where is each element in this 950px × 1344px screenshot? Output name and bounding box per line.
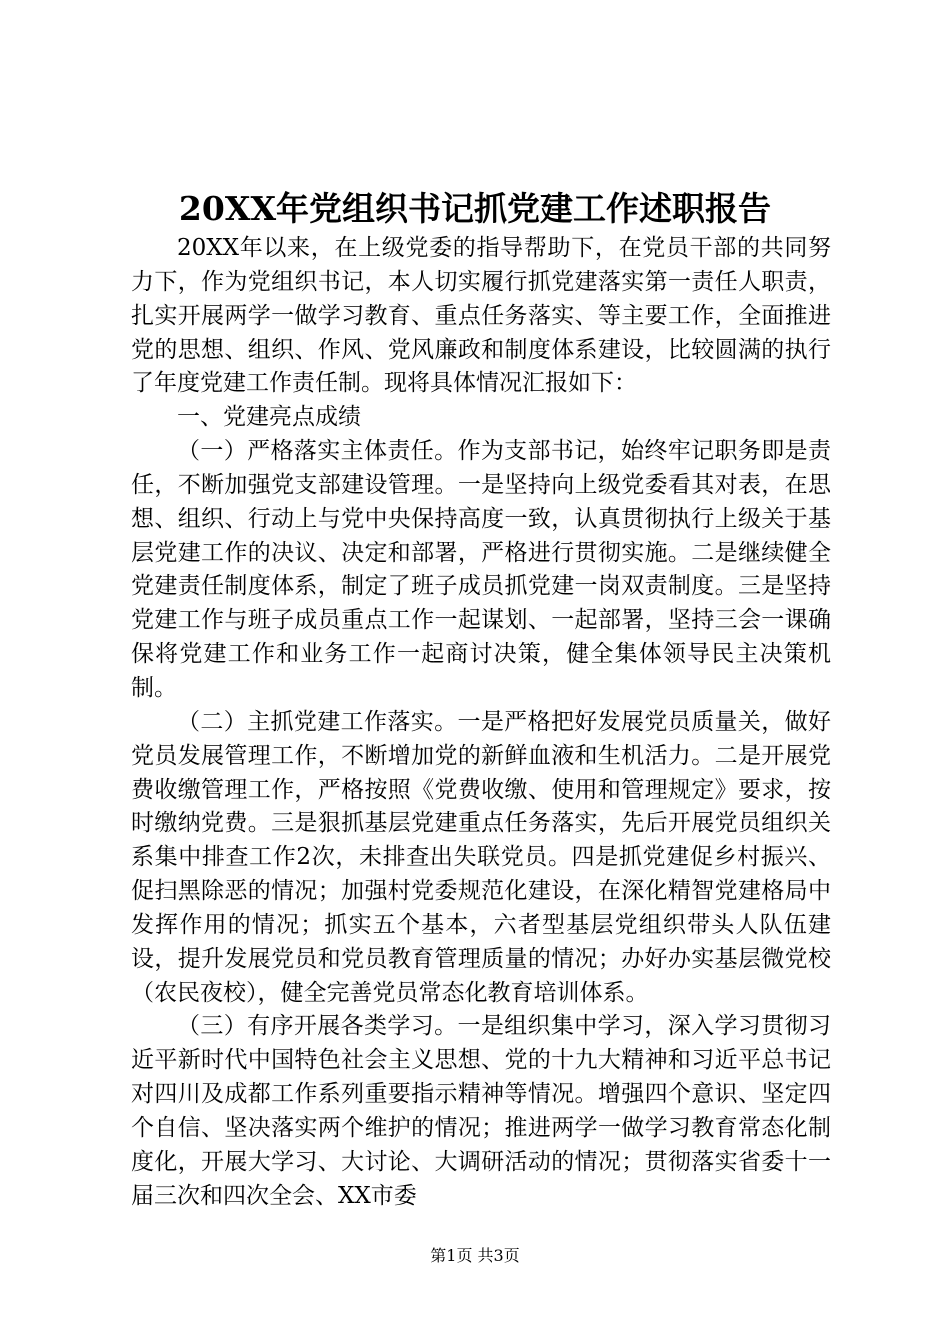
page-footer: 第1页 共3页 [430,1246,520,1265]
intro-paragraph: 20XX年以来，在上级党委的指导帮助下，在党员干部的共同努力下，作为党组织书记，本人切实履行抓党建落实第一责任人职责，扎实开展两学一做学习教育、重点任务落实、等主要工作，全面推进党的思想、组织、作风、党风廉政和制度体系建设，比较圆满的执行了年度党建工作责任制。现将具体情况汇报如下： [131,235,831,397]
section-paragraph-3: （三）有序开展各类学习。一是组织集中学习，深入学习贯彻习近平新时代中国特色社会主义思想、党的十九大精神和习近平总书记对四川及成都工作系列重要指示精神等情况。增强四个意识、坚定四个自信、坚决落实两个维护的情况；推进两学一做学习教育常态化制度化，开展大学习、大讨论、大调研活动的情况；贯彻落实省委十一届三次和四次全会、XX市委 [131,1013,831,1209]
document-body [131,232,831,1213]
document-title: 20XX年党组织书记抓党建工作述职报告 [178,189,772,228]
section-paragraph-2: （二）主抓党建工作落实。一是严格把好发展党员质量关，做好党员发展管理工作，不断增加党的新鲜血液和生机活力。二是开展党费收缴管理工作，严格按照《党费收缴、使用和管理规定》要求，按时缴纳党费。三是狠抓基层党建重点任务落实，先后开展党员组织关系集中排查工作2次，未排查出失联党员。四是抓党建促乡村振兴、促扫黑除恶的情况；加强村党委规范化建设，在深化精智党建格局中发挥作用的情况；抓实五个基本，六者型基层党组织带头人队伍建设，提升发展党员和党员教育管理质量的情况；办好办实基层微党校（农民夜校），健全完善党员常态化教育培训体系。 [131,708,831,1006]
section-paragraph-1: （一）严格落实主体责任。作为支部书记，始终牢记职务即是责任，不断加强党支部建设管理。一是坚持向上级党委看其对表，在思想、组织、行动上与党中央保持高度一致，认真贯彻执行上级关于基层党建工作的决议、决定和部署，严格进行贯彻实施。二是继续健全党建责任制度体系，制定了班子成员抓党建一岗双责制度。三是坚持党建工作与班子成员重点工作一起谋划、一起部署，坚持三会一课确保将党建工作和业务工作一起商讨决策，健全集体领导民主决策机制。 [131,438,831,701]
section-heading: 一、党建亮点成绩 [177,404,361,431]
